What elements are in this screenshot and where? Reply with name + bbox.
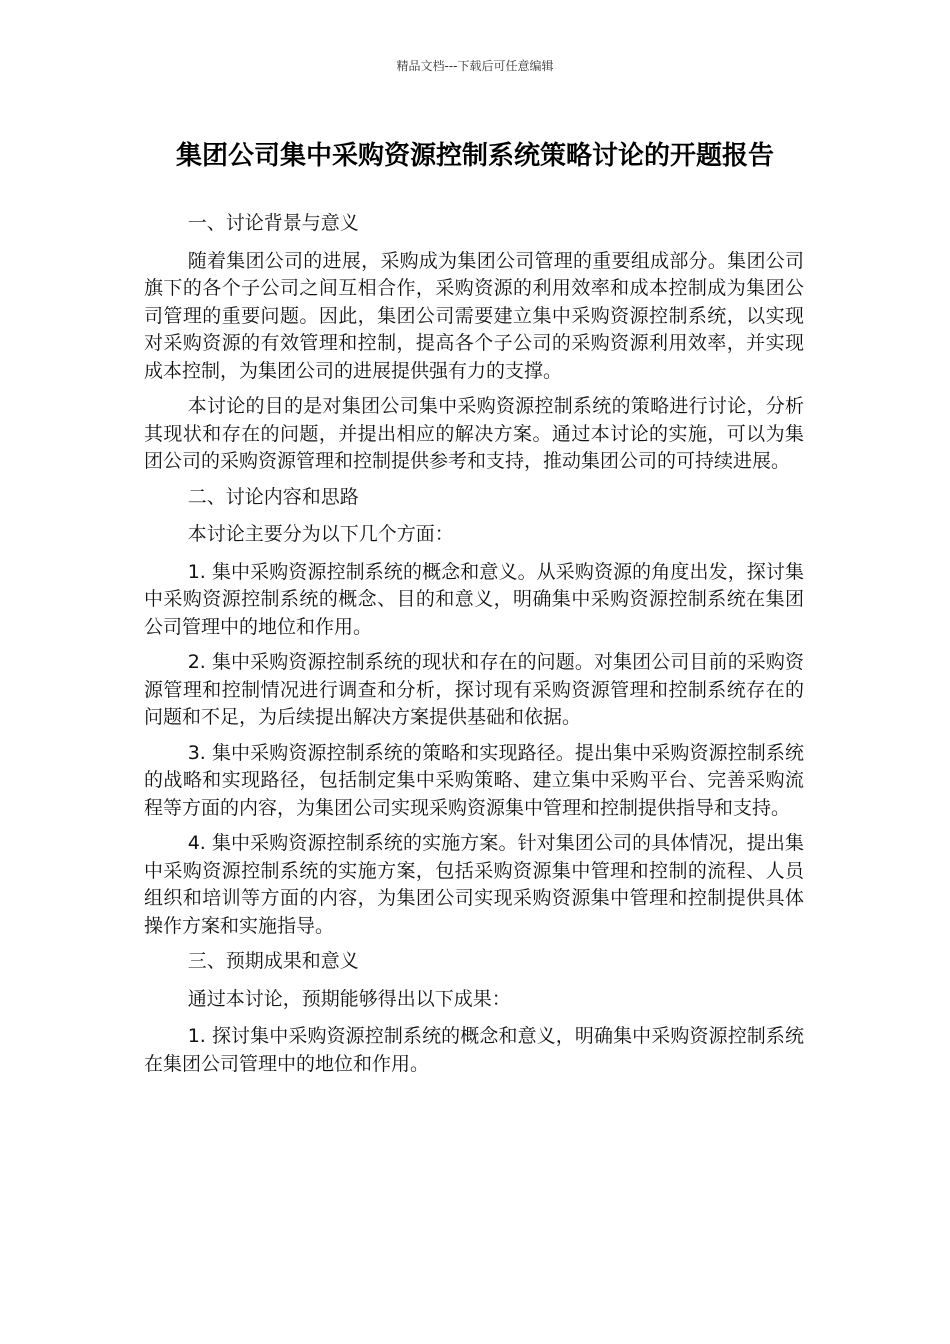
header-note: 精品文档---下载后可任意编辑 (396, 59, 554, 73)
section-heading-content: 二、讨论内容和思路 (187, 485, 359, 508)
content-item-2: 2. 集中采购资源控制系统的现状和存在的问题。对集团公司目前的采购资源管理和控制情况进行调查和分析，探讨现有采购资源管理和控制系统存在的问题和不足，为后续提出解决方案提供基础和依据。 (144, 651, 804, 728)
section-heading-background: 一、讨论背景与意义 (187, 212, 359, 234)
paragraph-purpose: 本讨论的目的是对集团公司集中采购资源控制系统的策略进行讨论，分析其现状和存在的问题，并提出相应的解决方案。通过本讨论的实施，可以为集团公司的采购资源管理和控制提供参考和支持，推动集团公司的可持续进展。 (144, 395, 804, 472)
outcomes-intro: 通过本讨论，预期能够得出以下成果： (187, 987, 511, 1010)
outcome-item-1: 1. 探讨集中采购资源控制系统的概念和意义，明确集中采购资源控制系统在集团公司管理中的地位和作用。 (144, 1025, 804, 1075)
content-intro: 本讨论主要分为以下几个方面： (187, 523, 454, 545)
document-body (144, 210, 804, 1086)
content-item-3: 3. 集中采购资源控制系统的策略和实现路径。提出集中采购资源控制系统的战略和实现路径，包括制定集中采购策略、建立集中采购平台、完善采购流程等方面的内容，为集团公司实现采购资源集中管理和控制提供指导和支持。 (144, 741, 804, 819)
content-item-1: 1. 集中采购资源控制系统的概念和意义。从采购资源的角度出发，探讨集中采购资源控制系统的概念、目的和意义，明确集中采购资源控制系统在集团公司管理中的地位和作用。 (144, 560, 804, 638)
document-title: 集团公司集中采购资源控制系统策略讨论的开题报告 (175, 141, 774, 171)
section-heading-outcomes: 三、预期成果和意义 (187, 950, 359, 972)
paragraph-background: 随着集团公司的进展，采购成为集团公司管理的重要组成部分。集团公司旗下的各个子公司之间互相合作，采购资源的利用效率和成本控制成为集团公司管理的重要问题。因此，集团公司需要建立集中采购资源控制系统，以实现对采购资源的有效管理和控制，提高各个子公司的采购资源利用效率，并实现成本控制，为集团公司的进展提供强有力的支撑。 (144, 249, 804, 382)
content-item-4: 4. 集中采购资源控制系统的实施方案。针对集团公司的具体情况，提出集中采购资源控制系统的实施方案，包括采购资源集中管理和控制的流程、人员组织和培训等方面的内容，为集团公司实现采购资源集中管理和控制提供具体操作方案和实施指导。 (144, 832, 804, 937)
